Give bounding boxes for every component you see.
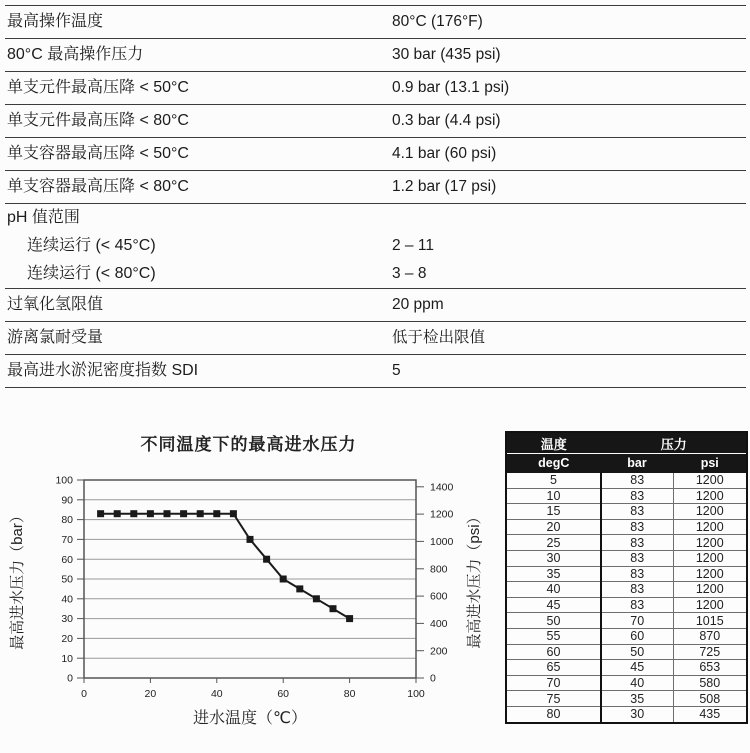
svg-text:80: 80 (343, 688, 356, 700)
pressure-table-cell: 30 (601, 706, 673, 722)
pressure-table-cell: 83 (601, 566, 673, 582)
pressure-table-cell: 1200 (673, 519, 747, 535)
pressure-table-header (506, 432, 747, 473)
pressure-table-cell: 45 (506, 597, 601, 613)
y-axis-right (416, 481, 454, 684)
pressure-table-cell: 653 (673, 660, 747, 676)
pressure-table-row (506, 660, 747, 676)
pressure-table-row (506, 504, 747, 520)
pressure-table-row (506, 473, 747, 489)
y-axis-left (55, 475, 84, 685)
feed-pressure-chart (0, 455, 500, 753)
svg-text:200: 200 (430, 645, 448, 658)
spec-label: 80°C 最高操作压力 (7, 46, 144, 63)
pressure-table-cell: 1200 (673, 582, 747, 598)
spec-table (5, 5, 746, 388)
pressure-table-row (506, 644, 747, 660)
pressure-table-cell: 35 (506, 566, 601, 582)
spec-row (5, 260, 746, 288)
svg-text:80: 80 (61, 514, 73, 527)
pressure-table-body (506, 473, 747, 723)
spec-label: 单支元件最高压降 < 80°C (7, 112, 189, 129)
pressure-table-col-header: psi (673, 454, 747, 473)
spec-row (5, 137, 746, 170)
svg-text:40: 40 (61, 593, 73, 606)
svg-text:20: 20 (61, 633, 73, 645)
pressure-table-group-header: 压力 (601, 432, 747, 454)
pressure-table-cell: 40 (506, 582, 601, 598)
spec-row (5, 288, 746, 321)
pressure-table-cell: 70 (601, 613, 673, 629)
pressure-table-col-header: degC (506, 454, 601, 473)
spec-row (5, 38, 746, 71)
svg-text:800: 800 (430, 563, 448, 576)
pressure-table-row (506, 550, 747, 566)
svg-text:10: 10 (61, 652, 73, 665)
spec-row (5, 170, 746, 203)
svg-text:400: 400 (430, 618, 448, 630)
pressure-table-row (506, 628, 747, 644)
pressure-table-cell: 1200 (673, 566, 747, 582)
spec-label: 单支容器最高压降 < 80°C (7, 178, 189, 195)
spec-value: 3 – 8 (392, 265, 427, 282)
pressure-table-cell: 83 (601, 504, 673, 520)
spec-value: 4.1 bar (60 psi) (392, 145, 497, 162)
pressure-table-cell: 1200 (673, 473, 747, 489)
x-axis-title: 进水温度（℃） (193, 710, 307, 727)
chart-title: 不同温度下的最高进水压力 (140, 435, 357, 454)
pressure-table-cell: 83 (601, 597, 673, 613)
pressure-table-cell: 725 (673, 644, 747, 660)
pressure-table-cell: 50 (601, 644, 673, 660)
svg-text:1200: 1200 (430, 508, 454, 521)
pressure-table-cell: 83 (601, 535, 673, 551)
pressure-table-cell: 80 (506, 706, 601, 722)
svg-text:600: 600 (430, 590, 448, 603)
pressure-table-cell: 1015 (673, 613, 747, 629)
pressure-table-cell: 1200 (673, 504, 747, 520)
spec-label: pH 值范围 (7, 209, 80, 226)
svg-text:0: 0 (430, 672, 436, 685)
pressure-table-row (506, 519, 747, 535)
pressure-table-cell: 5 (506, 473, 601, 489)
svg-text:50: 50 (61, 573, 73, 586)
pressure-table-cell: 45 (601, 660, 673, 676)
spec-label: 连续运行 (< 80°C) (27, 265, 156, 282)
svg-text:60: 60 (277, 688, 290, 700)
pressure-table-cell: 83 (601, 488, 673, 504)
pressure-table-cell: 65 (506, 660, 601, 676)
spec-value: 1.2 bar (17 psi) (392, 178, 497, 195)
pressure-table-row (506, 488, 747, 504)
spec-value: 30 bar (435 psi) (392, 46, 501, 63)
pressure-series-line (101, 514, 350, 619)
spec-value: 低于检出限值 (392, 329, 486, 346)
pressure-table-cell: 70 (506, 675, 601, 691)
pressure-table-cell: 30 (506, 550, 601, 566)
spec-row (5, 104, 746, 137)
spec-label: 最高进水淤泥密度指数 SDI (7, 362, 199, 379)
y-axis-right-title: 最高进水压力（psi） (466, 509, 483, 649)
svg-text:30: 30 (61, 613, 73, 626)
pressure-table-row (506, 613, 747, 629)
pressure-table-cell: 50 (506, 613, 601, 629)
pressure-table-cell: 83 (601, 519, 673, 535)
svg-text:70: 70 (61, 534, 73, 546)
spec-label: 最高操作温度 (7, 13, 104, 30)
spec-row (5, 232, 746, 260)
spec-label: 连续运行 (< 45°C) (27, 237, 156, 254)
pressure-table-row (506, 691, 747, 707)
spec-value: 5 (392, 362, 401, 379)
svg-text:100: 100 (407, 688, 425, 700)
pressure-table-cell: 40 (601, 675, 673, 691)
svg-text:40: 40 (210, 688, 223, 700)
spec-row (5, 321, 746, 354)
pressure-table-cell: 25 (506, 535, 601, 551)
pressure-table (505, 431, 748, 724)
pressure-table-row (506, 535, 747, 551)
pressure-table-cell: 20 (506, 519, 601, 535)
spec-value: 2 – 11 (392, 237, 434, 254)
pressure-table-cell: 83 (601, 473, 673, 489)
spec-value: 80°C (176°F) (392, 13, 483, 30)
pressure-table-cell: 83 (601, 550, 673, 566)
pressure-table-cell: 10 (506, 488, 601, 504)
spec-label: 过氧化氢限值 (7, 296, 104, 313)
spec-row (5, 203, 746, 232)
pressure-table-cell: 60 (601, 628, 673, 644)
spec-row (5, 5, 746, 38)
pressure-table-cell: 1200 (673, 550, 747, 566)
spec-row (5, 354, 746, 387)
svg-text:60: 60 (61, 553, 73, 566)
pressure-table-row (506, 706, 747, 722)
pressure-table-group-header: 温度 (506, 432, 601, 454)
pressure-table-cell: 60 (506, 644, 601, 660)
spec-value: 0.9 bar (13.1 psi) (392, 79, 510, 96)
pressure-table-cell: 1200 (673, 488, 747, 504)
svg-text:1000: 1000 (430, 536, 454, 548)
spec-value: 0.3 bar (4.4 psi) (392, 112, 501, 129)
pressure-table-unit-row (506, 454, 747, 473)
pressure-table-cell: 870 (673, 628, 747, 644)
y-axis-left-title: 最高进水压力（bar） (9, 508, 26, 650)
pressure-table-cell: 508 (673, 691, 747, 707)
spec-label: 游离氯耐受量 (7, 329, 104, 346)
pressure-table-cell: 1200 (673, 535, 747, 551)
pressure-table-group-row (506, 432, 747, 454)
pressure-table-cell: 435 (673, 706, 747, 722)
pressure-table-cell: 15 (506, 504, 601, 520)
pressure-table-cell: 35 (601, 691, 673, 707)
gridlines (84, 500, 416, 658)
spec-row (5, 71, 746, 104)
pressure-table-row (506, 675, 747, 691)
x-axis (81, 678, 425, 700)
svg-text:20: 20 (144, 688, 157, 700)
svg-text:0: 0 (81, 688, 87, 700)
spec-label: 单支元件最高压降 < 50°C (7, 79, 189, 96)
svg-text:1400: 1400 (430, 481, 454, 494)
spec-label: 单支容器最高压降 < 50°C (7, 145, 189, 162)
svg-text:100: 100 (55, 474, 73, 487)
pressure-series-markers (97, 510, 353, 622)
pressure-table-row (506, 582, 747, 598)
svg-text:90: 90 (61, 494, 73, 507)
pressure-table-row (506, 566, 747, 582)
pressure-table-cell: 55 (506, 628, 601, 644)
pressure-table-cell: 1200 (673, 597, 747, 613)
pressure-table-cell: 83 (601, 582, 673, 598)
svg-text:0: 0 (67, 672, 73, 685)
pressure-table-cell: 580 (673, 675, 747, 691)
pressure-table-cell: 75 (506, 691, 601, 707)
pressure-table-row (506, 597, 747, 613)
pressure-table-col-header: bar (601, 454, 673, 473)
spec-value: 20 ppm (392, 296, 444, 313)
